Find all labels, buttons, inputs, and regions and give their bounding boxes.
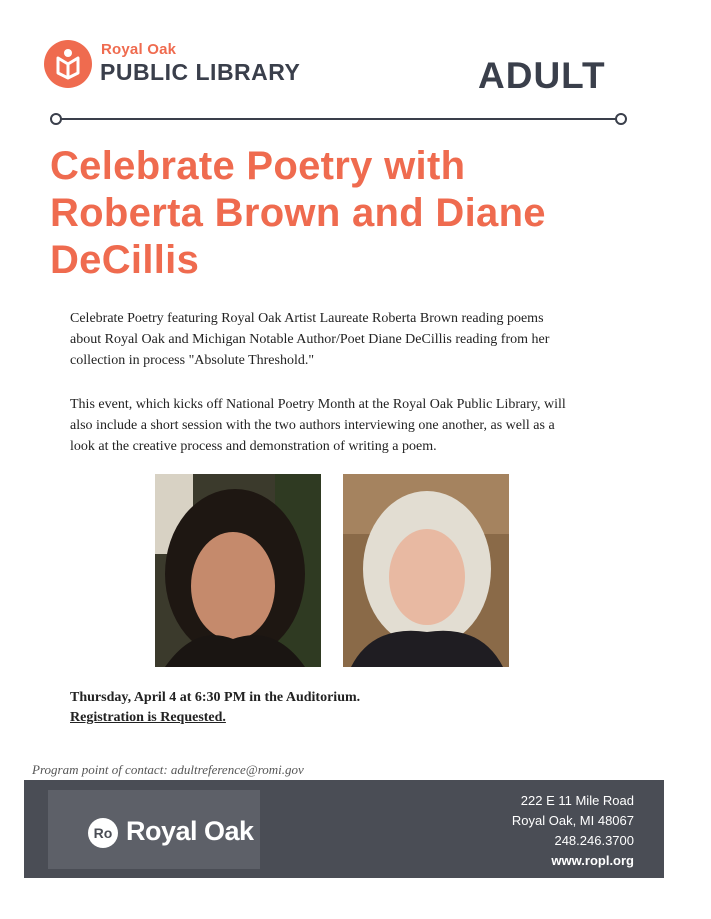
paragraph-line: about Royal Oak and Michigan Notable Author/Poet Diane DeCillis reading from her [70,332,550,347]
footer-bar [24,780,664,878]
program-contact: Program point of contact: adultreference@romi.gov [32,762,304,777]
paragraph-line: Celebrate Poetry featuring Royal Oak Artist Laureate Roberta Brown reading poems [70,311,544,326]
library-logo-icon [44,40,92,88]
roberta-brown-photo [155,474,321,667]
details-paragraph [70,394,630,457]
divider-endpoint-left [50,113,62,125]
header-divider [56,118,621,120]
phone-number: 248.246.3700 [554,833,634,848]
paragraph-line: collection in process "Absolute Threshold." [70,353,315,368]
diane-decillis-photo [343,474,509,667]
royal-oak-logo-icon: Ro [88,818,118,848]
paragraph-line: This event, which kicks off National Poetry Month at the Royal Oak Public Library, will [70,397,566,412]
address-street: 222 E 11 Mile Road [520,793,634,808]
website-link[interactable]: www.ropl.org [551,853,634,868]
event-date-time: Thursday, April 4 at 6:30 PM in the Auditorium. [70,690,361,705]
royal-oak-logo-text: Royal Oak [126,816,254,846]
paragraph-line: also include a short session with the two authors interviewing one another, as well as a [70,418,555,433]
footer-logo-panel [48,790,260,869]
paragraph-line: look at the creative process and demonstration of writing a poem. [70,439,437,454]
title-line: Roberta Brown and Diane [50,191,546,235]
title-line: DeCillis [50,238,200,282]
category-label: ADULT [478,55,606,96]
brand-name-large: PUBLIC LIBRARY [100,59,301,85]
brand-name-small: Royal Oak [101,41,177,58]
registration-note: Registration is Requested. [70,710,226,725]
divider-endpoint-right [615,113,627,125]
event-title [50,143,650,284]
description-paragraph [70,308,630,371]
address-city: Royal Oak, MI 48067 [511,813,634,828]
title-line: Celebrate Poetry with [50,144,466,188]
